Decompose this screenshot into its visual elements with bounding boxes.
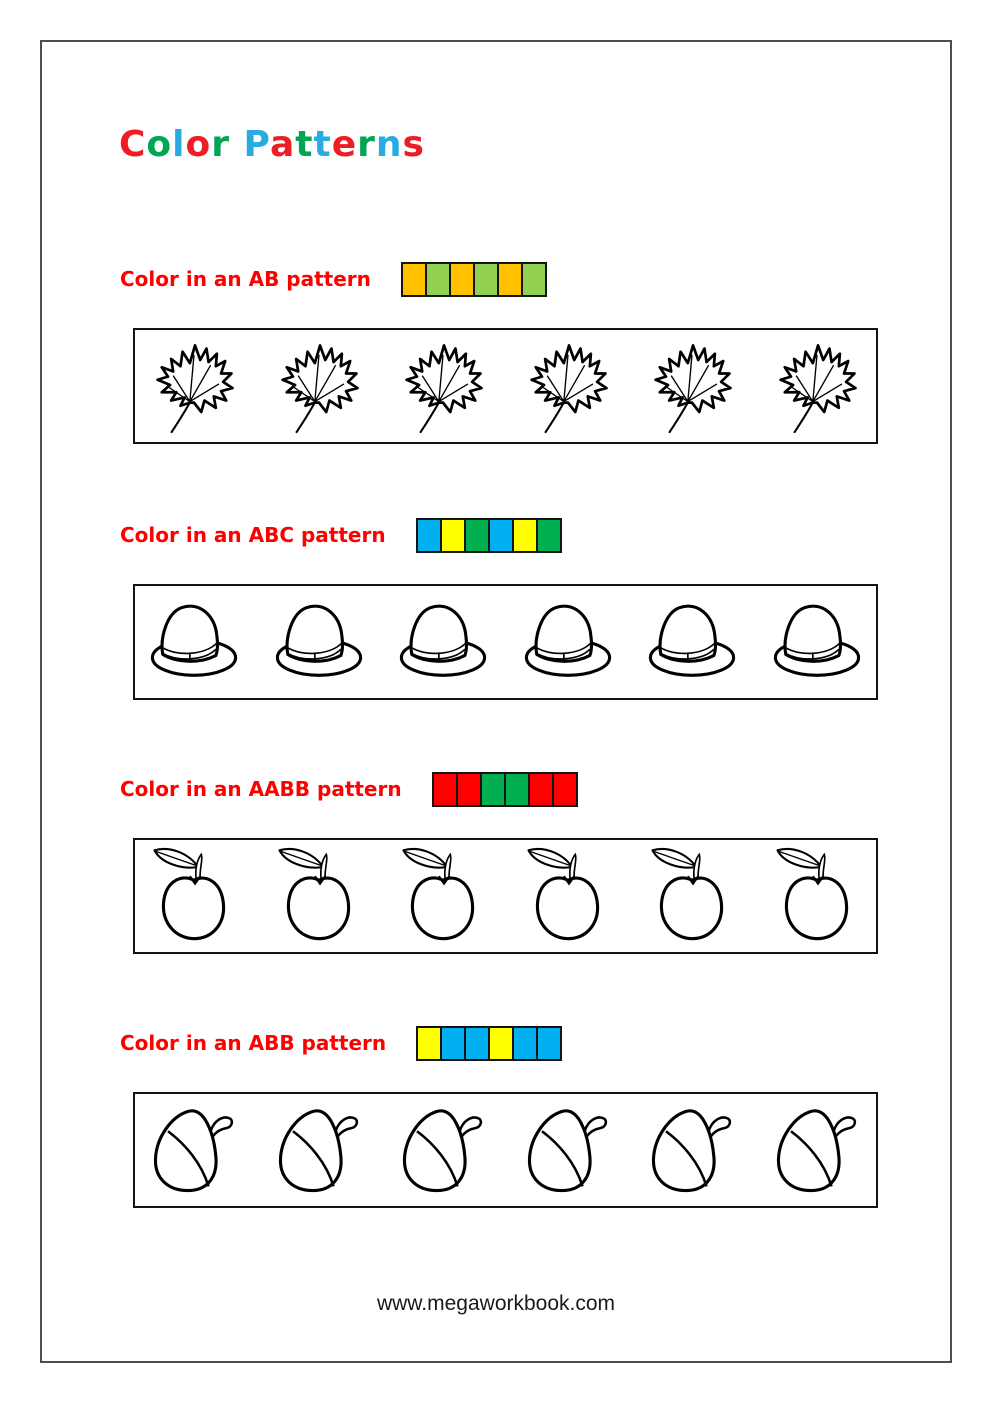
page-title xyxy=(119,124,425,165)
maple-leaf-outline xyxy=(516,334,620,438)
title-letter: r xyxy=(357,124,376,165)
apple-outline xyxy=(391,844,495,948)
acorn-outline xyxy=(640,1098,744,1202)
acorn-outline xyxy=(765,1098,869,1202)
pattern-square-yellow xyxy=(442,520,466,551)
pattern-key-strip xyxy=(416,1026,562,1061)
items-box xyxy=(133,584,878,700)
pattern-section xyxy=(120,514,890,700)
title-letter: o xyxy=(185,124,212,165)
pattern-square-green xyxy=(475,264,499,295)
hat-outline xyxy=(391,590,495,694)
apple-outline xyxy=(267,844,371,948)
apple-outline xyxy=(516,844,620,948)
section-heading: Color in an ABC pattern xyxy=(120,523,386,547)
title-letter: t xyxy=(313,124,332,165)
maple-leaf-outline xyxy=(391,334,495,438)
apple-outline xyxy=(765,844,869,948)
items-box xyxy=(133,838,878,954)
pattern-square-yellow xyxy=(418,1028,442,1059)
pattern-section xyxy=(120,1022,890,1208)
pattern-square-green xyxy=(506,774,530,805)
title-letter: e xyxy=(331,124,358,165)
section-heading-row xyxy=(120,768,890,810)
pattern-square-green xyxy=(482,774,506,805)
acorn-outline xyxy=(391,1098,495,1202)
acorn-outline xyxy=(267,1098,371,1202)
pattern-square-green xyxy=(427,264,451,295)
items-box xyxy=(133,1092,878,1208)
maple-leaf-outline xyxy=(640,334,744,438)
hat-outline xyxy=(765,590,869,694)
section-heading-row xyxy=(120,514,890,556)
title-letter: C xyxy=(119,124,147,165)
pattern-square-orange xyxy=(499,264,523,295)
pattern-section xyxy=(120,768,890,954)
pattern-square-yellow xyxy=(514,520,538,551)
pattern-square-red xyxy=(554,774,576,805)
section-heading: Color in an AABB pattern xyxy=(120,777,402,801)
apple-outline xyxy=(142,844,246,948)
hat-outline xyxy=(267,590,371,694)
pattern-square-green xyxy=(523,264,545,295)
title-letter xyxy=(230,124,244,165)
pattern-square-blue xyxy=(442,1028,466,1059)
pattern-section xyxy=(120,258,890,444)
pattern-key-strip xyxy=(416,518,562,553)
pattern-square-blue xyxy=(418,520,442,551)
pattern-square-green xyxy=(538,520,560,551)
section-heading: Color in an AB pattern xyxy=(120,267,371,291)
hat-outline xyxy=(142,590,246,694)
maple-leaf-outline xyxy=(267,334,371,438)
title-letter: P xyxy=(243,124,270,165)
title-letter: a xyxy=(269,124,296,165)
pattern-square-red xyxy=(458,774,482,805)
pattern-square-blue xyxy=(466,1028,490,1059)
pattern-key-strip xyxy=(401,262,547,297)
title-letter: l xyxy=(172,124,186,165)
pattern-square-yellow xyxy=(490,1028,514,1059)
pattern-square-blue xyxy=(538,1028,560,1059)
pattern-square-red xyxy=(434,774,458,805)
apple-outline xyxy=(640,844,744,948)
pattern-square-orange xyxy=(451,264,475,295)
section-heading: Color in an ABB pattern xyxy=(120,1031,387,1055)
acorn-outline xyxy=(516,1098,620,1202)
title-letter: t xyxy=(295,124,314,165)
hat-outline xyxy=(640,590,744,694)
hat-outline xyxy=(516,590,620,694)
pattern-square-red xyxy=(530,774,554,805)
pattern-square-green xyxy=(466,520,490,551)
pattern-key-strip xyxy=(432,772,578,807)
title-letter: n xyxy=(375,124,403,165)
pattern-square-blue xyxy=(490,520,514,551)
footer-url: www.megaworkbook.com xyxy=(376,1292,616,1315)
pattern-square-blue xyxy=(514,1028,538,1059)
section-heading-row xyxy=(120,1022,890,1064)
items-box xyxy=(133,328,878,444)
maple-leaf-outline xyxy=(142,334,246,438)
section-heading-row xyxy=(120,258,890,300)
title-letter: o xyxy=(146,124,173,165)
title-letter: s xyxy=(402,124,425,165)
acorn-outline xyxy=(142,1098,246,1202)
pattern-square-orange xyxy=(403,264,427,295)
maple-leaf-outline xyxy=(765,334,869,438)
title-letter: r xyxy=(211,124,230,165)
